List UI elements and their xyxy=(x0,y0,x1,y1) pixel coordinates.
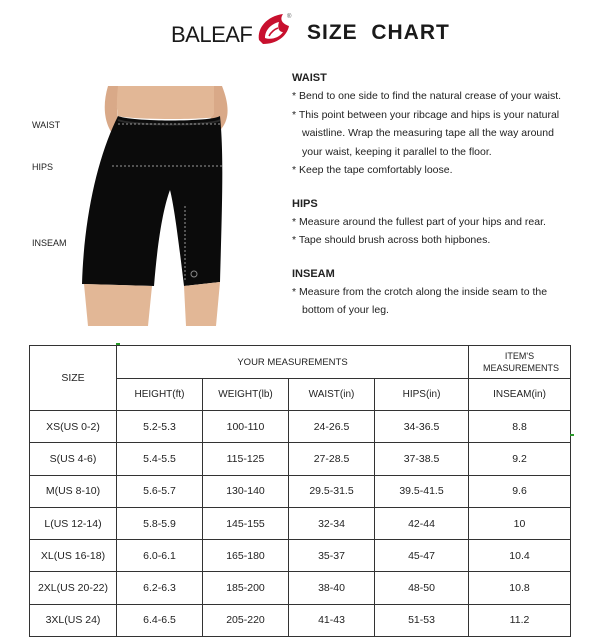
table-cell: 9.6 xyxy=(469,475,571,507)
waist-label: WAIST xyxy=(32,120,61,130)
table-cell: 145-155 xyxy=(203,507,289,539)
inseam-label: INSEAM xyxy=(32,238,67,248)
size-cell: S(US 4-6) xyxy=(30,443,117,475)
table-cell: 130-140 xyxy=(203,475,289,507)
table-cell: 165-180 xyxy=(203,540,289,572)
section-title: WAIST xyxy=(292,72,327,84)
table-cell: 5.4-5.5 xyxy=(117,443,203,475)
model-figure xyxy=(72,86,272,326)
table-row xyxy=(30,540,571,572)
table-cell: 34-36.5 xyxy=(375,411,469,443)
inseam-section xyxy=(292,266,592,320)
table-cell: 39.5-41.5 xyxy=(375,475,469,507)
table-row xyxy=(30,443,571,475)
column-header-weight: WEIGHT(lb) xyxy=(203,379,289,411)
header xyxy=(0,8,600,58)
column-header-height: HEIGHT(ft) xyxy=(117,379,203,411)
bullet-item: * This point between your ribcage and hips is your natural waistline. Wrap the measuring tape all the way around your waist, keeping it parallel to the floor. xyxy=(292,108,560,158)
table-cell: 10.4 xyxy=(469,540,571,572)
table-cell: 9.2 xyxy=(469,443,571,475)
table-cell: 100-110 xyxy=(203,411,289,443)
table-cell: 51-53 xyxy=(375,604,469,636)
column-header-inseam: INSEAM(in) xyxy=(469,379,571,411)
table-cell: 8.8 xyxy=(469,411,571,443)
table-cell: 35-37 xyxy=(289,540,375,572)
table-cell: 29.5-31.5 xyxy=(289,475,375,507)
size-cell: 3XL(US 24) xyxy=(30,604,117,636)
table-cell: 185-200 xyxy=(203,572,289,604)
table-cell: 32-34 xyxy=(289,507,375,539)
hips-label: HIPS xyxy=(32,162,54,172)
table-cell: 38-40 xyxy=(289,572,375,604)
shorts-illustration xyxy=(72,86,272,326)
decorative-mark xyxy=(570,434,574,436)
bullet-item: * Measure from the crotch along the inside seam to the bottom of your leg. xyxy=(292,285,548,316)
table-cell: 5.2-5.3 xyxy=(117,411,203,443)
section-title: INSEAM xyxy=(292,267,335,280)
size-header: SIZE xyxy=(30,346,117,411)
section-title: HIPS xyxy=(292,197,318,210)
size-cell: L(US 12-14) xyxy=(30,507,117,539)
trademark-symbol: ® xyxy=(287,14,292,20)
table-cell: 41-43 xyxy=(289,604,375,636)
table-cell: 45-47 xyxy=(375,540,469,572)
table-row xyxy=(30,572,571,604)
waist-section xyxy=(292,70,592,180)
column-header-waist: WAIST(in) xyxy=(289,379,375,411)
table-cell: 6.4-6.5 xyxy=(117,604,203,636)
table-cell: 5.6-5.7 xyxy=(117,475,203,507)
bullet-item: * Tape should brush across both hipbones. xyxy=(292,234,491,246)
table-cell: 10.8 xyxy=(469,572,571,604)
size-cell: XL(US 16-18) xyxy=(30,540,117,572)
size-cell: 2XL(US 20-22) xyxy=(30,572,117,604)
page-title: SIZE CHART xyxy=(307,21,450,44)
items-measurements-header: ITEM'S MEASUREMENTS xyxy=(469,346,571,379)
table-cell: 37-38.5 xyxy=(375,443,469,475)
bullet-item: * Measure around the fullest part of your hips and rear. xyxy=(292,215,546,228)
table-cell: 27-28.5 xyxy=(289,443,375,475)
table-cell: 42-44 xyxy=(375,507,469,539)
size-chart-table xyxy=(29,345,571,637)
hips-section xyxy=(292,196,592,250)
table-cell: 115-125 xyxy=(203,443,289,475)
column-header-hips: HIPS(in) xyxy=(375,379,469,411)
table-row xyxy=(30,475,571,507)
table-cell: 205-220 xyxy=(203,604,289,636)
table-cell: 10 xyxy=(469,507,571,539)
bullet-item: * Keep the tape comfortably loose. xyxy=(292,164,453,176)
table-cell: 24-26.5 xyxy=(289,411,375,443)
baleaf-logo-icon xyxy=(253,10,295,50)
size-table-wrap xyxy=(29,345,570,637)
bullet-item: * Bend to one side to find the natural crease of your waist. xyxy=(292,90,562,102)
table-cell: 6.0-6.1 xyxy=(117,540,203,572)
decorative-mark xyxy=(116,343,120,345)
measurement-instructions xyxy=(292,70,592,336)
table-cell: 48-50 xyxy=(375,572,469,604)
table-row xyxy=(30,507,571,539)
size-cell: M(US 8-10) xyxy=(30,475,117,507)
table-row xyxy=(30,411,571,443)
brand-name: BALEAF xyxy=(171,22,253,47)
table-cell: 5.8-5.9 xyxy=(117,507,203,539)
table-cell: 11.2 xyxy=(469,604,571,636)
size-cell: XS(US 0-2) xyxy=(30,411,117,443)
table-cell: 6.2-6.3 xyxy=(117,572,203,604)
your-measurements-header: YOUR MEASUREMENTS xyxy=(117,346,469,379)
table-row xyxy=(30,604,571,636)
